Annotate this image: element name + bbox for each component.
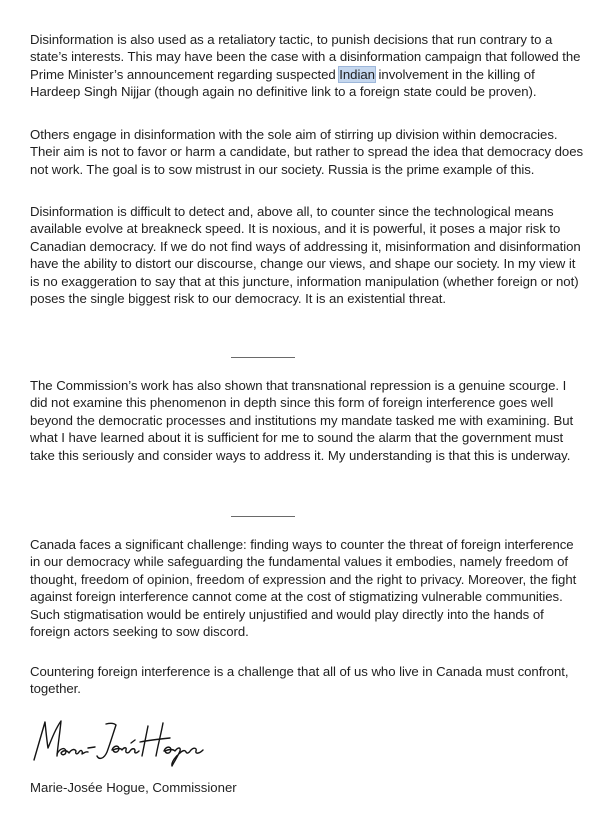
paragraph-text: Disinformation is also used as a retaliatory tactic, to punish decisions that run contrary to a state’s interests. This may have been the case with a disinformation campaign that followed the Prime Minister’s announcement regarding suspected <box>30 32 581 82</box>
signatory-name: Marie-Josée Hogue, Commissioner <box>30 780 237 795</box>
highlighted-word[interactable]: Indian <box>339 66 375 82</box>
paragraph-existential-threat: Disinformation is difficult to detect and, above all, to counter since the technological means available evolve at breakneck speed. It is noxious, and it is powerful, it poses a major risk to Canadian democracy. If we do not find ways of addressing it, misinformation and disinformation have the ability to distort our discourse, change our views, and shape our society. In my view it is no exaggeration to say that at this juncture, information manipulation (whether foreign or not) poses the single biggest risk to our democracy. It is an existential threat. <box>30 204 581 307</box>
paragraph-retaliatory-disinformation <box>30 31 585 101</box>
paragraph-significant-challenge: Canada faces a significant challenge: finding ways to counter the threat of foreign interference in our democracy while safeguarding the fundamental values it embodies, namely freedom of thought, freedom of opinion, freedom of expression and the right to privacy. Moreover, the fight against foreign interference cannot come at the cost of stigmatizing vulnerable communities. Such stigmatisation would be entirely unjustified and would play directly into the hands of foreign actors seeking to sow discord. <box>30 537 577 640</box>
paragraph-transnational-repression: The Commission’s work has also shown that transnational repression is a genuine scourge. I did not examine this phenomenon in depth since this form of foreign interference goes well beyond the democratic processes and institutions my mandate tasked me with examining. But what I have learned about it is sufficient for me to sound the alarm that the government must take this seriously and consider ways to address it. My understanding is that this is underway. <box>30 378 574 463</box>
paragraph-confront-together: Countering foreign interference is a challenge that all of us who live in Canada must confront, together. <box>30 664 569 697</box>
handwritten-signature <box>28 712 218 768</box>
section-divider <box>231 357 295 358</box>
signature-drawing <box>28 712 218 768</box>
section-divider <box>231 516 295 517</box>
paragraph-text: involvement in the killing of Hardeep Singh Nijjar (though again no definitive link to a foreign state could be proven). <box>30 66 537 100</box>
paragraph-division: Others engage in disinformation with the sole aim of stirring up division within democracies. Their aim is not to favor or harm a candidate, but rather to spread the idea that democracy does not work. The goal is to sow mistrust in our society. Russia is the prime example of this. <box>30 127 584 177</box>
